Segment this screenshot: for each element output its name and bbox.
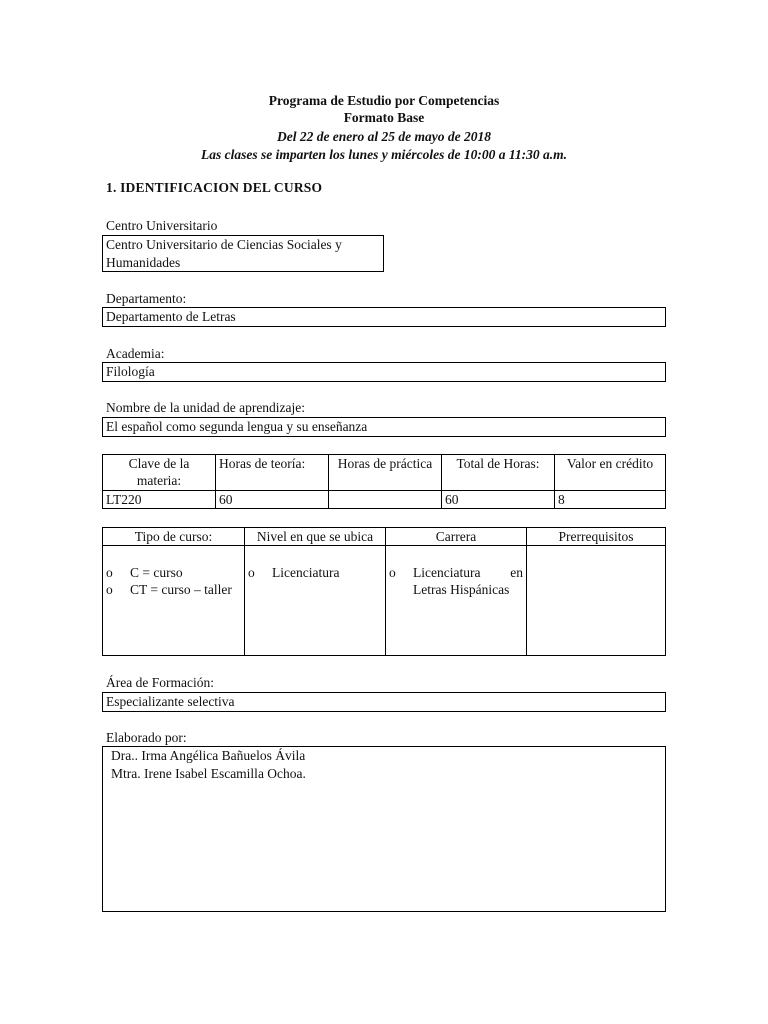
list-item <box>389 564 523 598</box>
header-horas-teoria: Horas de teoría: <box>216 455 329 491</box>
cell-clave: LT220 <box>103 491 216 509</box>
elaborado-field <box>102 746 666 912</box>
list-item <box>248 564 382 581</box>
carrera-list <box>389 564 523 598</box>
cell-tipo-curso <box>103 546 245 656</box>
document-subtitle: Formato Base <box>343 110 425 125</box>
class-schedule: Las clases se imparten los lunes y miércoles de 10:00 a 11:30 a.m. <box>201 147 567 162</box>
nivel-option: Licenciatura <box>272 565 340 580</box>
academia-label: Academia: <box>106 346 165 361</box>
centro-field <box>102 235 384 272</box>
centro-label: Centro Universitario <box>106 218 218 233</box>
table-row <box>103 546 666 656</box>
nivel-list <box>248 564 382 581</box>
cell-nivel <box>245 546 386 656</box>
table-row <box>103 491 666 509</box>
header-valor-credito: Valor en crédito <box>555 455 666 491</box>
bullet-icon: o <box>389 565 396 580</box>
unidad-field <box>102 417 666 437</box>
table-header-row <box>103 455 666 491</box>
tipo-curso-list <box>106 564 241 598</box>
academia-value: Filología <box>106 364 155 379</box>
table-header-row <box>103 528 666 546</box>
header-horas-practica: Horas de práctica <box>329 455 442 491</box>
unidad-value: El español como segunda lengua y su enseñanza <box>106 419 368 434</box>
centro-value-line1: Centro Universitario de Ciencias Sociales y <box>106 237 342 252</box>
bullet-icon: o <box>106 565 113 580</box>
header-carrera: Carrera <box>386 528 527 546</box>
header-total-horas: Total de Horas: <box>442 455 555 491</box>
tipo-curso-option: CT = curso – taller <box>130 582 232 597</box>
departamento-label: Departamento: <box>106 291 187 306</box>
list-item <box>106 581 241 598</box>
header-prerrequisitos: Prerrequisitos <box>527 528 666 546</box>
carrera-option: Licenciatura en Letras Hispánicas <box>413 565 523 597</box>
cell-horas-practica <box>329 491 442 509</box>
header-nivel: Nivel en que se ubica <box>245 528 386 546</box>
area-label: Área de Formación: <box>106 675 214 690</box>
academia-field <box>102 362 666 382</box>
cell-horas-teoria: 60 <box>216 491 329 509</box>
header-clave: Clave de la materia: <box>103 455 216 491</box>
course-dates: Del 22 de enero al 25 de mayo de 2018 <box>276 129 492 144</box>
tipo-curso-option: C = curso <box>130 565 183 580</box>
course-type-table <box>102 527 666 656</box>
list-item <box>106 564 241 581</box>
author-line: Dra.. Irma Angélica Bañuelos Ávila <box>111 748 306 763</box>
area-value: Especializante selectiva <box>106 694 235 709</box>
cell-prerrequisitos <box>527 546 666 656</box>
document-title: Programa de Estudio por Competencias <box>268 93 500 108</box>
unidad-label: Nombre de la unidad de aprendizaje: <box>106 400 306 415</box>
cell-valor-credito: 8 <box>555 491 666 509</box>
section-heading: 1. IDENTIFICACION DEL CURSO <box>106 180 323 195</box>
area-field <box>102 692 666 712</box>
cell-carrera <box>386 546 527 656</box>
bullet-icon: o <box>106 582 113 597</box>
cell-total-horas: 60 <box>442 491 555 509</box>
departamento-field <box>102 307 666 327</box>
author-line: Mtra. Irene Isabel Escamilla Ochoa. <box>111 766 306 781</box>
departamento-value: Departamento de Letras <box>106 309 236 324</box>
centro-value-line2: Humanidades <box>106 255 181 270</box>
bullet-icon: o <box>248 565 255 580</box>
course-hours-table <box>102 454 666 509</box>
header-tipo-curso: Tipo de curso: <box>103 528 245 546</box>
elaborado-label: Elaborado por: <box>106 730 187 745</box>
